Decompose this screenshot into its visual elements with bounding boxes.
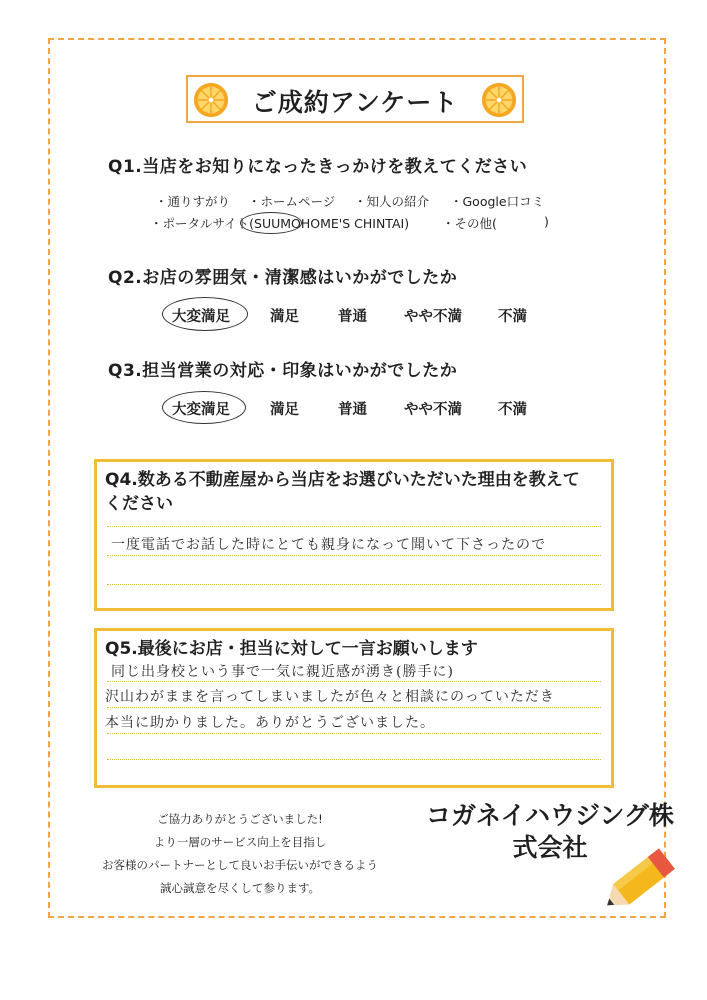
q1-option-walkby: ・通りすがり xyxy=(155,194,231,209)
pencil-icon xyxy=(596,842,682,924)
portal-others: HOME'S CHINTAI) xyxy=(300,216,410,231)
q3-selection-circle xyxy=(162,391,246,424)
q4-question-line1: Q4.数ある不動産屋から当店をお選びいただいた理由を教えて xyxy=(105,470,580,490)
thank-you-line2: より一層のサービス向上を目指し xyxy=(153,835,327,849)
q5-question: Q5.最後にお店・担当に対して一言お願いします xyxy=(105,639,478,659)
q1-option-referral: ・知人の紹介 xyxy=(354,194,430,209)
q1-selection-circle xyxy=(240,212,302,234)
q2-option-very-satisfied: 大変満足 xyxy=(172,309,230,325)
portal-suumo: SUUMO xyxy=(254,216,301,231)
answer-line xyxy=(107,584,601,585)
q2-option-unsatisfied: 不満 xyxy=(498,309,527,325)
answer-line xyxy=(107,733,601,734)
q5-handwritten-answer-line3: 本当に助かりました。ありがとうございました。 xyxy=(105,715,435,731)
company-name-line2: 式会社 xyxy=(512,833,588,862)
q2-option-somewhat-unsatisfied: やや不満 xyxy=(404,309,462,325)
title-box xyxy=(186,75,524,123)
q5-box xyxy=(94,628,614,788)
q3-option-very-satisfied: 大変満足 xyxy=(172,402,230,418)
q1-question: Q1.当店をお知りになったきっかけを教えてください xyxy=(108,157,528,177)
answer-line xyxy=(107,526,601,527)
answer-line xyxy=(107,707,601,708)
portal-label: ・ポータルサイト( xyxy=(150,216,255,231)
q5-handwritten-answer-line2: 沢山わがままを言ってしまいましたが色々と相談にのっていただき xyxy=(105,689,555,705)
q2-option-neutral: 普通 xyxy=(338,309,367,325)
thank-you-line4: 誠心誠意を尽くして参ります。 xyxy=(159,881,321,895)
q4-handwritten-answer: 一度電話でお話した時にとても親身になって聞いて下さったので xyxy=(111,537,546,553)
q2-option-satisfied: 満足 xyxy=(270,309,299,325)
page-title: ご成約アンケート xyxy=(251,88,459,117)
answer-line xyxy=(107,681,601,682)
q3-option-unsatisfied: 不満 xyxy=(498,402,527,418)
q1-option-google: ・Google口コミ xyxy=(450,194,545,209)
q1-option-other: ・その他( xyxy=(442,216,497,231)
q3-question: Q3.担当営業の対応・印象はいかがでしたか xyxy=(108,361,458,381)
q1-option-other-close: ) xyxy=(544,214,549,229)
q4-question-line2: ください xyxy=(105,494,173,514)
q3-option-somewhat-unsatisfied: やや不満 xyxy=(404,402,462,418)
thank-you-message xyxy=(90,808,390,900)
q4-box xyxy=(94,459,614,611)
q5-handwritten-answer-line1: 同じ出身校という事で一気に親近感が湧き(勝手に) xyxy=(111,664,454,680)
q4-question xyxy=(105,468,580,516)
answer-line xyxy=(107,759,601,760)
q3-option-neutral: 普通 xyxy=(338,402,367,418)
q1-option-homepage: ・ホームページ xyxy=(248,194,336,209)
thank-you-line3: お客様のパートナーとして良いお手伝いができるよう xyxy=(102,858,378,872)
thank-you-line1: ご協力ありがとうございました! xyxy=(157,812,323,826)
q2-question: Q2.お店の雰囲気・清潔感はいかがでしたか xyxy=(108,268,458,288)
company-name-line1: コガネイハウジング株 xyxy=(426,801,674,830)
orange-slice-icon xyxy=(480,81,518,119)
q2-selection-circle xyxy=(162,297,248,331)
q3-option-satisfied: 満足 xyxy=(270,402,299,418)
answer-line xyxy=(107,555,601,556)
